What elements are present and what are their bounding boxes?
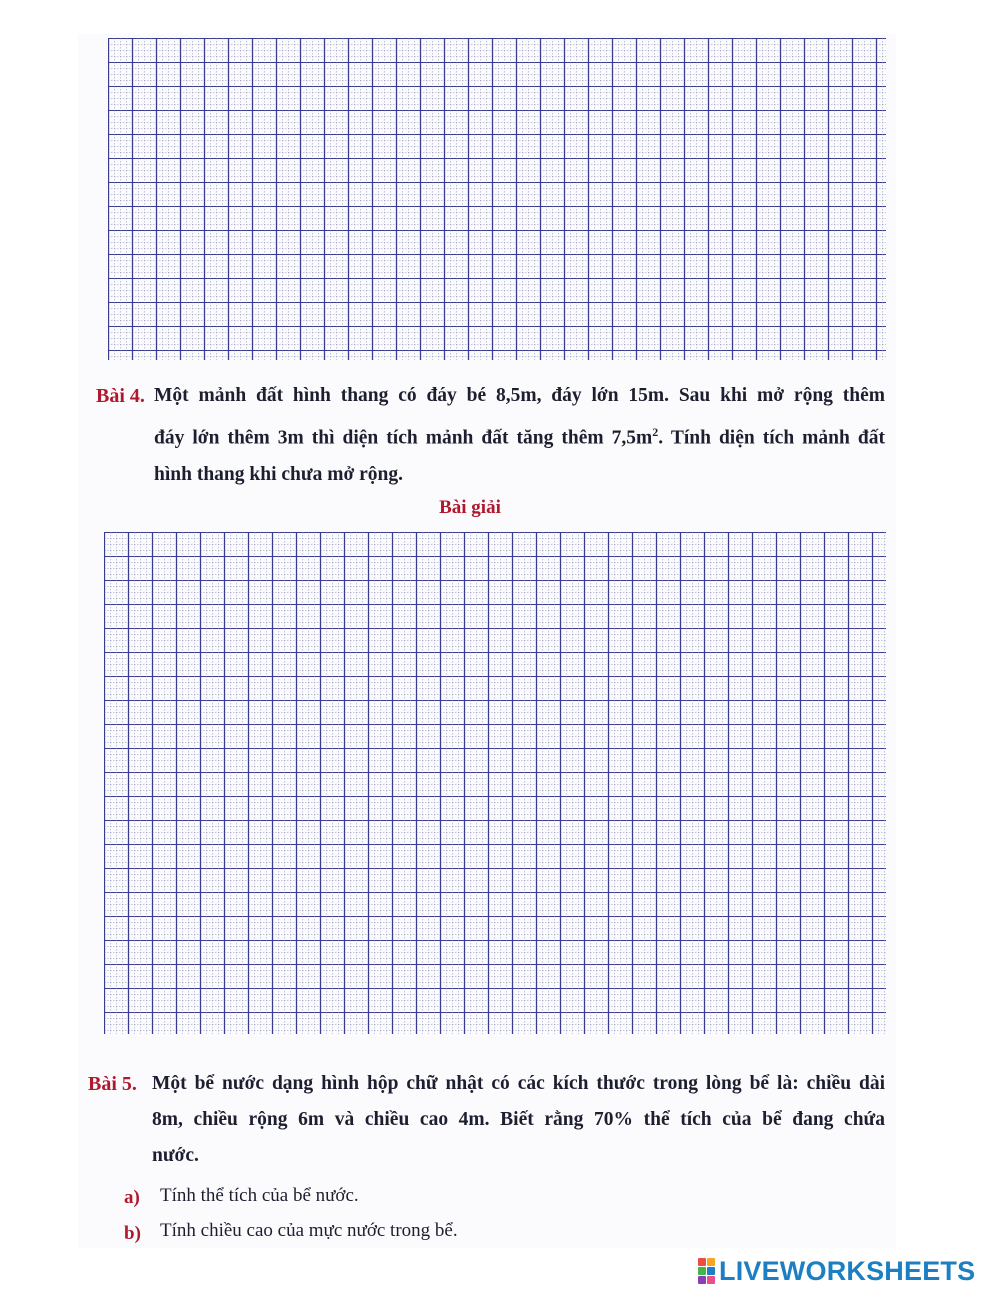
exercise-5-text	[152, 1066, 885, 1174]
answer-grid-solution[interactable]	[104, 532, 886, 1034]
exercise-5-label: Bài 5.	[88, 1073, 137, 1095]
part-a-label: a)	[124, 1187, 140, 1208]
part-a-text: Tính thể tích của bể nước.	[160, 1185, 359, 1206]
solution-heading: Bài giải	[439, 497, 501, 518]
answer-grid-top[interactable]	[108, 38, 886, 360]
exercise-4-text	[154, 378, 885, 493]
exercise-4-line-1: Một mảnh đất hình thang có đáy bé 8,5m, đáy lớn 15m. Sau khi mở rộng thêm	[154, 385, 885, 406]
liveworksheets-brand	[698, 1254, 975, 1288]
exercise-5-line-1: Một bể nước dạng hình hộp chữ nhật có các kích thước trong lòng bể là: chiều dài	[152, 1073, 885, 1094]
liveworksheets-wordmark: LIVEWORKSHEETS	[719, 1255, 976, 1286]
part-b-text: Tính chiều cao của mực nước trong bể.	[160, 1220, 458, 1241]
exercise-5-line-2: 8m, chiều rộng 6m và chiều cao 4m. Biết rằng 70% thể tích của bể đang chứa	[152, 1109, 885, 1130]
grid-lines	[104, 532, 886, 1034]
superscript-2: 2	[652, 425, 659, 439]
exercise-4-line-2	[154, 414, 885, 457]
exercise-4-line-3: hình thang khi chưa mở rộng.	[154, 463, 403, 485]
part-b-label: b)	[124, 1223, 141, 1244]
exercise-4-line-2-main: đáy lớn thêm 3m thì diện tích mảnh đất tăng thêm 7,5m	[154, 427, 653, 449]
exercise-4-line-2-tail: . Tính diện tích mảnh đất	[658, 427, 885, 449]
exercise-4-label: Bài 4.	[96, 385, 145, 407]
exercise-5-line-3: nước.	[152, 1145, 199, 1166]
liveworksheets-logo-icon	[698, 1258, 715, 1284]
grid-lines	[108, 38, 886, 360]
